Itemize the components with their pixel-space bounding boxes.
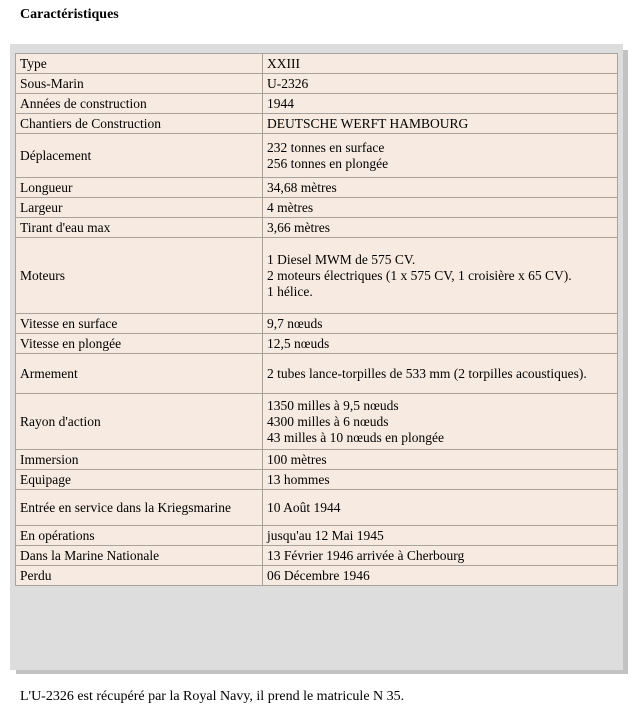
row-value-line: XXIII (267, 55, 300, 71)
row-value-line: 13 hommes (267, 471, 330, 487)
row-value-line: 100 mètres (267, 451, 327, 467)
row-value-line: 06 Décembre 1946 (267, 567, 370, 583)
table-row (16, 490, 618, 526)
row-label: Déplacement (16, 134, 263, 178)
row-value (263, 490, 618, 526)
table-row (16, 134, 618, 178)
footer-note: L'U-2326 est récupéré par la Royal Navy, il prend le matricule N 35. (20, 689, 405, 704)
table-row (16, 94, 618, 114)
row-value (263, 94, 618, 114)
table-row (16, 114, 618, 134)
row-label: Perdu (16, 566, 263, 586)
row-label: Armement (16, 354, 263, 394)
row-value (263, 526, 618, 546)
row-value-line: 232 tonnes en surface (267, 139, 385, 155)
frame-shadow (623, 50, 628, 670)
table-row (16, 566, 618, 586)
row-label: Rayon d'action (16, 394, 263, 450)
row-value-line: 34,68 mètres (267, 179, 337, 195)
table-row (16, 450, 618, 470)
row-value-line: 9,7 nœuds (267, 315, 323, 331)
row-value (263, 54, 618, 74)
table-row (16, 526, 618, 546)
row-label: Moteurs (16, 238, 263, 314)
row-label: Longueur (16, 178, 263, 198)
row-value-line: 1 hélice. (267, 283, 313, 299)
row-value-line: jusqu'au 12 Mai 1945 (267, 527, 384, 543)
row-value (263, 394, 618, 450)
row-value-line: 4300 milles à 6 nœuds (267, 413, 389, 429)
row-value-line: U-2326 (267, 75, 309, 91)
row-value (263, 134, 618, 178)
row-value (263, 74, 618, 94)
row-label: En opérations (16, 526, 263, 546)
row-value (263, 566, 618, 586)
frame-shadow-bottom (16, 670, 628, 674)
row-label: Immersion (16, 450, 263, 470)
row-value-line: 12,5 nœuds (267, 335, 330, 351)
row-value (263, 334, 618, 354)
row-value (263, 314, 618, 334)
table-row (16, 218, 618, 238)
table-row (16, 546, 618, 566)
row-label: Tirant d'eau max (16, 218, 263, 238)
row-value-line: 10 Août 1944 (267, 499, 341, 515)
row-value (263, 238, 618, 314)
row-label: Vitesse en plongée (16, 334, 263, 354)
row-value (263, 218, 618, 238)
row-value-line: 2 moteurs électriques (1 x 575 CV, 1 croisière x 65 CV). (267, 267, 572, 283)
row-label: Type (16, 54, 263, 74)
row-value-line: 256 tonnes en plongée (267, 155, 389, 171)
row-label: Largeur (16, 198, 263, 218)
row-value-line: 13 Février 1946 arrivée à Cherbourg (267, 547, 465, 563)
row-label: Entrée en service dans la Kriegsmarine (16, 490, 263, 526)
table-row (16, 178, 618, 198)
row-label: Vitesse en surface (16, 314, 263, 334)
row-value (263, 114, 618, 134)
row-label: Dans la Marine Nationale (16, 546, 263, 566)
row-value-line: 43 milles à 10 nœuds en plongée (267, 429, 444, 445)
row-value-line: 1 Diesel MWM de 575 CV. (267, 251, 416, 267)
page-title: Caractéristiques (20, 7, 119, 22)
row-value-line: 1350 milles à 9,5 nœuds (267, 397, 399, 413)
row-value (263, 450, 618, 470)
table-row (16, 334, 618, 354)
table-row (16, 394, 618, 450)
row-value-line: 1944 (267, 95, 294, 111)
row-value (263, 198, 618, 218)
table-row (16, 198, 618, 218)
row-value-line: DEUTSCHE WERFT HAMBOURG (267, 115, 469, 131)
row-label: Equipage (16, 470, 263, 490)
row-value (263, 178, 618, 198)
table-row (16, 470, 618, 490)
row-label: Chantiers de Construction (16, 114, 263, 134)
table-row (16, 74, 618, 94)
row-value (263, 470, 618, 490)
row-value (263, 354, 618, 394)
table-row (16, 354, 618, 394)
row-value (263, 546, 618, 566)
row-value-line: 3,66 mètres (267, 219, 330, 235)
row-value-line: 4 mètres (267, 199, 314, 215)
table-row (16, 314, 618, 334)
table-row (16, 238, 618, 314)
characteristics-table (15, 53, 618, 586)
row-label: Années de construction (16, 94, 263, 114)
row-value-line: 2 tubes lance-torpilles de 533 mm (2 torpilles acoustiques). (267, 365, 587, 381)
table-row (16, 54, 618, 74)
row-label: Sous-Marin (16, 74, 263, 94)
